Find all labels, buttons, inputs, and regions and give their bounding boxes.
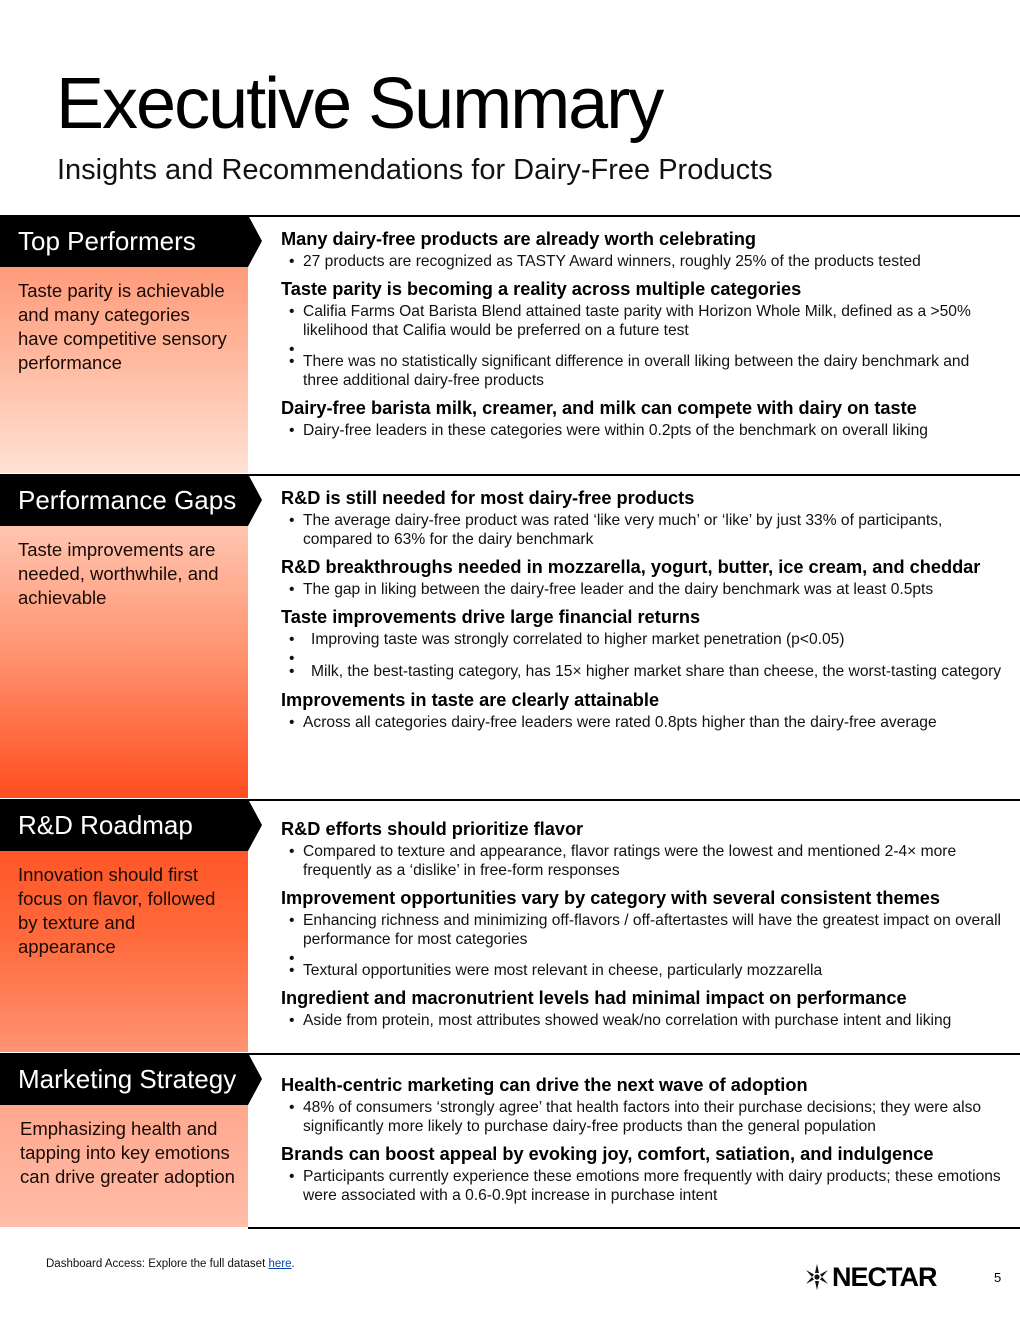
section-sidebar — [0, 799, 248, 1052]
section-sidebar — [0, 215, 248, 473]
finding-heading: Many dairy-free products are already worth celebrating — [281, 229, 757, 249]
divider — [248, 474, 1020, 476]
nectar-logo-icon — [804, 1262, 830, 1292]
section-sidebar — [0, 474, 248, 798]
section-tag: Marketing Strategy — [0, 1053, 248, 1105]
finding-bullets — [281, 911, 1006, 980]
bullet-spacer — [281, 649, 1006, 661]
finding-heading: Dairy-free barista milk, creamer, and milk can compete with dairy on taste — [281, 398, 917, 418]
finding-heading: R&D is still needed for most dairy-free products — [281, 488, 695, 508]
section-content — [281, 1075, 1006, 1205]
divider — [248, 215, 1020, 217]
finding-bullet: • The gap in liking between the dairy-free leader and the dairy benchmark was at least 0.5pts — [281, 580, 1006, 599]
finding-bullets — [281, 1011, 1006, 1030]
finding-bullets — [281, 252, 1006, 271]
finding-bullets — [281, 421, 1006, 440]
finding-bullets — [281, 630, 1006, 682]
finding-heading: Improvement opportunities vary by category with several consistent themes — [281, 888, 940, 908]
brand-name: NECTAR — [832, 1262, 937, 1292]
section-tag: Top Performers — [0, 215, 248, 267]
finding-bullets — [281, 302, 1006, 390]
section-tag: Performance Gaps — [0, 474, 248, 526]
finding-bullet: • Across all categories dairy-free leaders were rated 0.8pts higher than the dairy-free average — [281, 713, 1006, 732]
brand-logo — [804, 1261, 937, 1293]
finding-heading: Ingredient and macronutrient levels had minimal impact on performance — [281, 988, 907, 1008]
section-description: Taste parity is achievable and many categories have competitive sensory performance — [18, 280, 227, 373]
finding-bullets — [281, 511, 1006, 549]
section-content — [281, 819, 1006, 1030]
finding-heading: Brands can boost appeal by evoking joy, comfort, satiation, and indulgence — [281, 1144, 934, 1164]
page-number: 5 — [994, 1270, 1002, 1285]
bullet-spacer — [281, 949, 1006, 961]
divider — [248, 1227, 1020, 1229]
section-description: Emphasizing health and tapping into key emotions can drive greater adoption — [20, 1118, 235, 1187]
section-description: Taste improvements are needed, worthwhile, and achievable — [18, 539, 219, 608]
finding-bullet: • Dairy-free leaders in these categories were within 0.2pts of the benchmark on overall liking — [281, 421, 1006, 440]
finding-bullet: • Improving taste was strongly correlated to higher market penetration (p<0.05) — [281, 630, 1006, 649]
finding-bullet: • Califia Farms Oat Barista Blend attained taste parity with Horizon Whole Milk, defined as a >50% likelihood that Califia would be preferred on a future test — [281, 302, 1006, 340]
section-top-performers — [0, 215, 1020, 473]
divider — [248, 799, 1020, 801]
finding-bullet: • There was no statistically significant difference in overall liking between the dairy benchmark and three additional dairy-free products — [281, 352, 1006, 390]
finding-heading: R&D breakthroughs needed in mozzarella, yogurt, butter, ice cream, and cheddar — [281, 557, 981, 577]
section-performance-gaps — [0, 474, 1020, 798]
finding-bullets — [281, 842, 1006, 880]
dataset-link[interactable]: here — [268, 1258, 292, 1270]
note-suffix: . — [291, 1258, 295, 1270]
finding-heading: R&D efforts should prioritize flavor — [281, 819, 584, 839]
note-prefix: Dashboard Access: Explore the full dataset — [46, 1258, 269, 1270]
divider — [248, 1053, 1020, 1055]
finding-heading: Taste parity is becoming a reality across multiple categories — [281, 279, 802, 299]
bullet-spacer — [281, 340, 1006, 352]
finding-heading: Improvements in taste are clearly attainable — [281, 690, 660, 710]
section-rd-roadmap — [0, 799, 1020, 1052]
finding-bullets — [281, 580, 1006, 599]
section-sidebar — [0, 1053, 248, 1227]
finding-bullet: • Aside from protein, most attributes showed weak/no correlation with purchase intent and liking — [281, 1011, 1006, 1030]
section-content — [281, 488, 1006, 732]
section-content — [281, 229, 1006, 440]
finding-bullet: • Participants currently experience these emotions more frequently with dairy products; these emotions were associated with a 0.6-0.9pt increase in purchase intent — [281, 1167, 1006, 1205]
finding-bullets — [281, 1167, 1006, 1205]
finding-bullet: • 27 products are recognized as TASTY Award winners, roughly 25% of the products tested — [281, 252, 1006, 271]
finding-heading: Health-centric marketing can drive the next wave of adoption — [281, 1075, 808, 1095]
finding-bullets — [281, 713, 1006, 732]
finding-bullet: • Enhancing richness and minimizing off-flavors / off-aftertastes will have the greatest impact on overall performance for most categories — [281, 911, 1006, 949]
dashboard-access-note — [46, 1258, 295, 1270]
finding-bullets — [281, 1098, 1006, 1136]
finding-heading: Taste improvements drive large financial returns — [281, 607, 701, 627]
section-description: Innovation should first focus on flavor, followed by texture and appearance — [18, 864, 216, 957]
page-title: Executive Summary — [56, 64, 663, 144]
section-tag: R&D Roadmap — [0, 799, 248, 851]
finding-bullet: • Compared to texture and appearance, flavor ratings were the lowest and mentioned 2-4× more frequently as a ‘dislike’ in free-form responses — [281, 842, 1006, 880]
finding-bullet: • 48% of consumers ‘strongly agree’ that health factors into their purchase decisions; they were also significantly more likely to purchase dairy-free products than the general population — [281, 1098, 1006, 1136]
finding-bullet: • Textural opportunities were most relevant in cheese, particularly mozzarella — [281, 961, 1006, 980]
finding-bullet: • Milk, the best-tasting category, has 15× higher market share than cheese, the worst-tasting category — [281, 661, 1006, 682]
section-marketing-strategy — [0, 1053, 1020, 1227]
page-subtitle: Insights and Recommendations for Dairy-Free Products — [57, 154, 773, 186]
finding-bullet: • The average dairy-free product was rated ‘like very much’ or ‘like’ by just 33% of participants, compared to 63% for the dairy benchmark — [281, 511, 1006, 549]
